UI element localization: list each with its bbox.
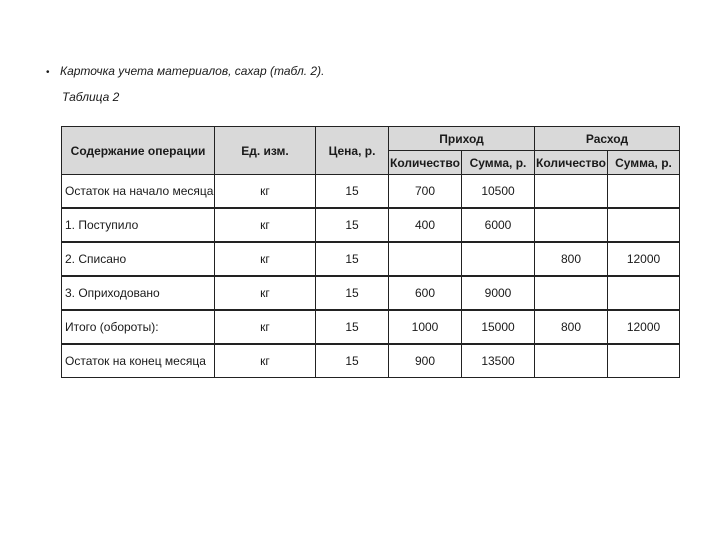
cell-income-sum: 9000 (462, 276, 535, 310)
cell-unit: кг (215, 310, 316, 344)
cell-income-qty: 400 (389, 208, 462, 242)
cell-expense-sum (608, 175, 680, 209)
table-row (62, 310, 680, 344)
cell-income-qty (389, 242, 462, 276)
cell-expense-qty (535, 175, 608, 209)
bullet-icon: • (46, 67, 50, 78)
cell-unit: кг (215, 276, 316, 310)
material-card-table (61, 126, 680, 378)
cell-price: 15 (316, 276, 389, 310)
cell-income-sum: 10500 (462, 175, 535, 209)
header-unit: Ед. изм. (215, 127, 316, 175)
header-price: Цена, р. (316, 127, 389, 175)
cell-operation: 3. Оприходовано (62, 276, 215, 310)
table-row (62, 175, 680, 209)
cell-income-qty: 1000 (389, 310, 462, 344)
cell-operation: 2. Списано (62, 242, 215, 276)
header-operation: Содержание операции (62, 127, 215, 175)
header-income: Приход (389, 127, 535, 151)
cell-price: 15 (316, 344, 389, 378)
cell-income-qty: 600 (389, 276, 462, 310)
table-row (62, 242, 680, 276)
cell-expense-sum: 12000 (608, 242, 680, 276)
cell-unit: кг (215, 208, 316, 242)
header-income-sum: Сумма, р. (462, 151, 535, 175)
cell-expense-sum: 12000 (608, 310, 680, 344)
cell-income-qty: 700 (389, 175, 462, 209)
table-row (62, 276, 680, 310)
cell-price: 15 (316, 208, 389, 242)
cell-operation: 1. Поступило (62, 208, 215, 242)
cell-expense-qty: 800 (535, 310, 608, 344)
cell-unit: кг (215, 175, 316, 209)
cell-income-sum: 6000 (462, 208, 535, 242)
header-expense: Расход (535, 127, 680, 151)
table-row (62, 208, 680, 242)
cell-operation: Остаток на конец месяца (62, 344, 215, 378)
cell-expense-qty: 800 (535, 242, 608, 276)
cell-operation: Итого (обороты): (62, 310, 215, 344)
cell-price: 15 (316, 175, 389, 209)
cell-expense-sum (608, 344, 680, 378)
cell-unit: кг (215, 242, 316, 276)
cell-operation: Остаток на начало месяца (62, 175, 215, 209)
cell-income-qty: 900 (389, 344, 462, 378)
cell-price: 15 (316, 242, 389, 276)
cell-unit: кг (215, 344, 316, 378)
cell-expense-sum (608, 276, 680, 310)
cell-expense-qty (535, 344, 608, 378)
header-row-top (62, 127, 680, 151)
cell-expense-qty (535, 208, 608, 242)
table-row (62, 344, 680, 378)
bullet-text: Карточка учета материалов, сахар (табл. 2). (60, 64, 325, 78)
header-expense-qty: Количество (535, 151, 608, 175)
cell-income-sum: 15000 (462, 310, 535, 344)
header-income-qty: Количество (389, 151, 462, 175)
cell-income-sum (462, 242, 535, 276)
table-caption: Таблица 2 (62, 90, 120, 104)
cell-income-sum: 13500 (462, 344, 535, 378)
header-expense-sum: Сумма, р. (608, 151, 680, 175)
bullet-line (46, 64, 324, 78)
cell-expense-sum (608, 208, 680, 242)
cell-expense-qty (535, 276, 608, 310)
cell-price: 15 (316, 310, 389, 344)
